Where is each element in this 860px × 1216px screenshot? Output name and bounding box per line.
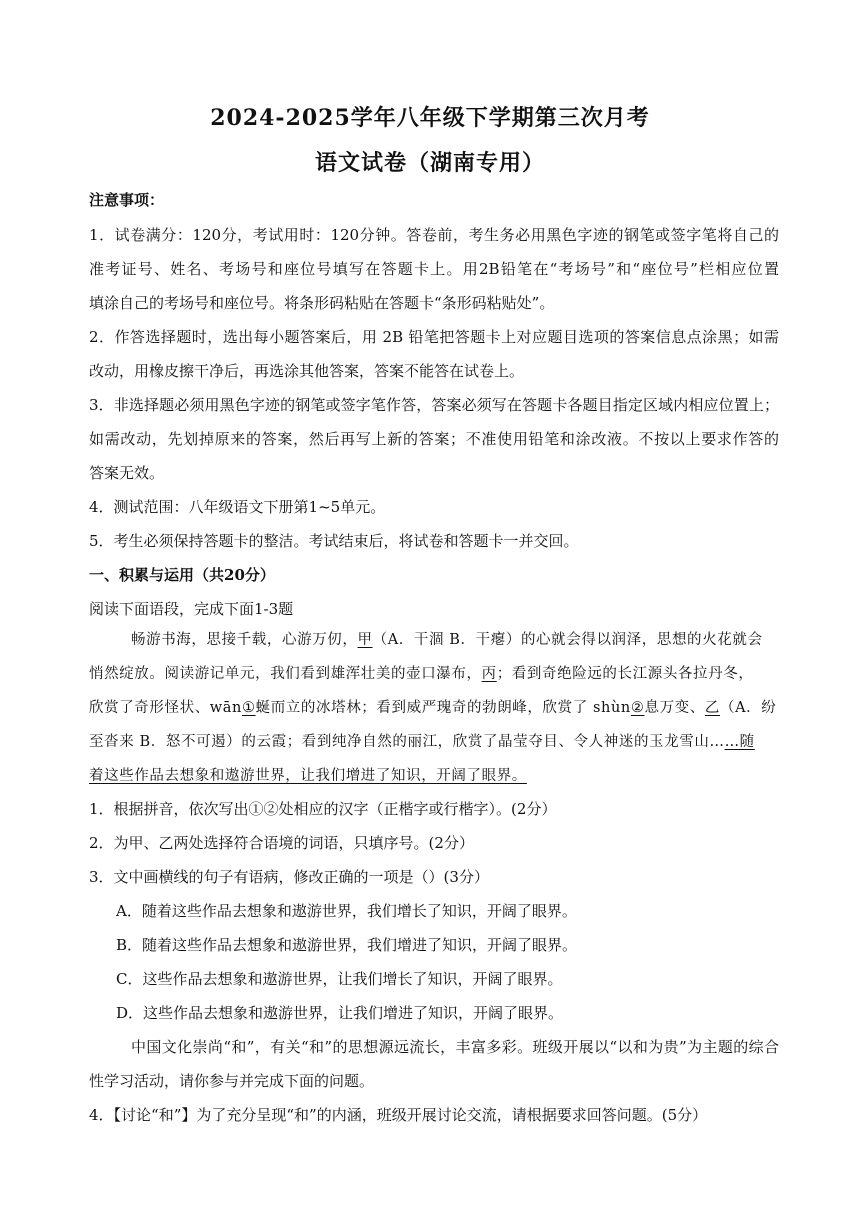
notice-line-3: 填涂自己的考场号和座位号。将条形码粘贴在答题卡“条形码粘贴处”。 <box>89 294 555 312</box>
blank-1: ① <box>242 700 256 716</box>
passage-text: ；看到奇绝险远的长江源头各拉丹冬， <box>496 666 754 682</box>
blank-jia: 甲 <box>357 632 373 648</box>
notice-line-8: 答案无效。 <box>89 464 165 482</box>
question-2: 2．为甲、乙两处选择符合语境的词语，只填序号。(2分） <box>89 834 474 852</box>
passage-line-4 <box>89 732 779 752</box>
blank-yi: 乙 <box>704 700 720 716</box>
notice-line-10: 5．考生必须保持答题卡的整洁。考试结束后，将试卷和答题卡一并交回。 <box>89 532 579 550</box>
notice-heading: 注意事项： <box>89 191 165 209</box>
passage-text: （A．纷 <box>720 700 777 716</box>
notice-line-6: 3．非选择题必须用黑色字迹的钢笔或签字笔作答，答案必须写在答题卡各题目指定区域内相应位置上； <box>89 396 779 414</box>
passage-text: 欣赏了奇形怪状、wān <box>89 700 242 716</box>
notice-line-9: 4．测试范围：八年级语文下册第1~5单元。 <box>89 498 386 516</box>
underlined-sentence: 着这些作品去想象和遨游世界，让我们增进了知识，开阔了眼界。 <box>89 768 527 784</box>
option-a: A．随着这些作品去想象和遨游世界，我们增长了知识，开阔了眼界。 <box>116 902 577 920</box>
notice-line-7: 如需改动，先划掉原来的答案，然后再写上新的答案；不准使用铅笔和涂改液。不按以上要求作答的 <box>89 430 779 448</box>
option-d: D．这些作品去想象和遨游世界，让我们增进了知识，开阔了眼界。 <box>116 1004 564 1022</box>
notice-line-2: 准考证号、姓名、考场号和座位号填写在答题卡上。用2B铅笔在“考场号”和“座位号”栏相应位置 <box>89 260 779 278</box>
passage-line-2 <box>89 664 779 684</box>
blank-bing: 丙 <box>481 666 497 682</box>
question-3: 3．文中画横线的句子有语病，修改正确的一项是（）(3分） <box>89 868 489 886</box>
passage-line-1 <box>131 630 779 650</box>
passage-text: 悄然绽放。阅读游记单元，我们看到雄浑壮美的壶口瀑布， <box>89 666 482 682</box>
exam-title: 2024-2025学年八年级下学期第三次月考 <box>210 105 650 131</box>
question-1: 1．根据拼音，依次写出①②处相应的汉字（正楷字或行楷字）。(2分） <box>89 800 557 818</box>
activity-intro-1: 中国文化崇尚“和”，有关“和”的思想源远流长，丰富多彩。班级开展以“以和为贵”为主题的综合 <box>131 1038 779 1056</box>
passage-text: 蜒而立的冰塔林；看到威严瑰奇的勃朗峰，欣赏了 shùn <box>255 700 631 716</box>
passage-text: （A．干涸 B．干瘪）的心就会得以润泽，思想的火花就会 <box>372 632 763 648</box>
passage-text: 至沓来 B．怒不可遏）的云霞；看到纯净自然的丽江，欣赏了晶莹夺目、令人神迷的玉龙雪山… <box>89 734 725 750</box>
passage-line-3 <box>89 698 779 718</box>
passage-text: 畅游书海，思接千载，心游万仞， <box>131 632 358 648</box>
reading-instruction: 阅读下面语段，完成下面1-3题 <box>89 600 294 618</box>
option-c: C．这些作品去想象和遨游世界，让我们增长了知识，开阔了眼界。 <box>116 970 563 988</box>
activity-intro-2: 性学习活动，请你参与并完成下面的问题。 <box>89 1072 375 1090</box>
section-heading: 一、积累与运用（共20分） <box>89 566 275 584</box>
underlined-sentence-start: …随 <box>724 734 755 750</box>
exam-subtitle: 语文试卷（湖南专用） <box>314 150 545 176</box>
question-4: 4．【讨论“和”】为了充分呈现“和”的内涵，班级开展讨论交流，请根据要求回答问题。(5分） <box>89 1106 708 1124</box>
notice-line-1: 1．试卷满分：120分，考试用时：120分钟。答卷前，考生务必用黑色字迹的钢笔或签字笔将自己的 <box>89 226 779 244</box>
notice-line-5: 改动，用橡皮擦干净后，再选涂其他答案，答案不能答在试卷上。 <box>89 362 525 380</box>
blank-2: ② <box>630 700 645 716</box>
option-b: B．随着这些作品去想象和遨游世界，我们增进了知识，开阔了眼界。 <box>116 936 578 954</box>
passage-text: 息万变、 <box>644 700 705 716</box>
notice-line-4: 2．作答选择题时，选出每小题答案后，用 2B 铅笔把答题卡上对应题目选项的答案信息点涂黑；如需 <box>89 328 779 346</box>
